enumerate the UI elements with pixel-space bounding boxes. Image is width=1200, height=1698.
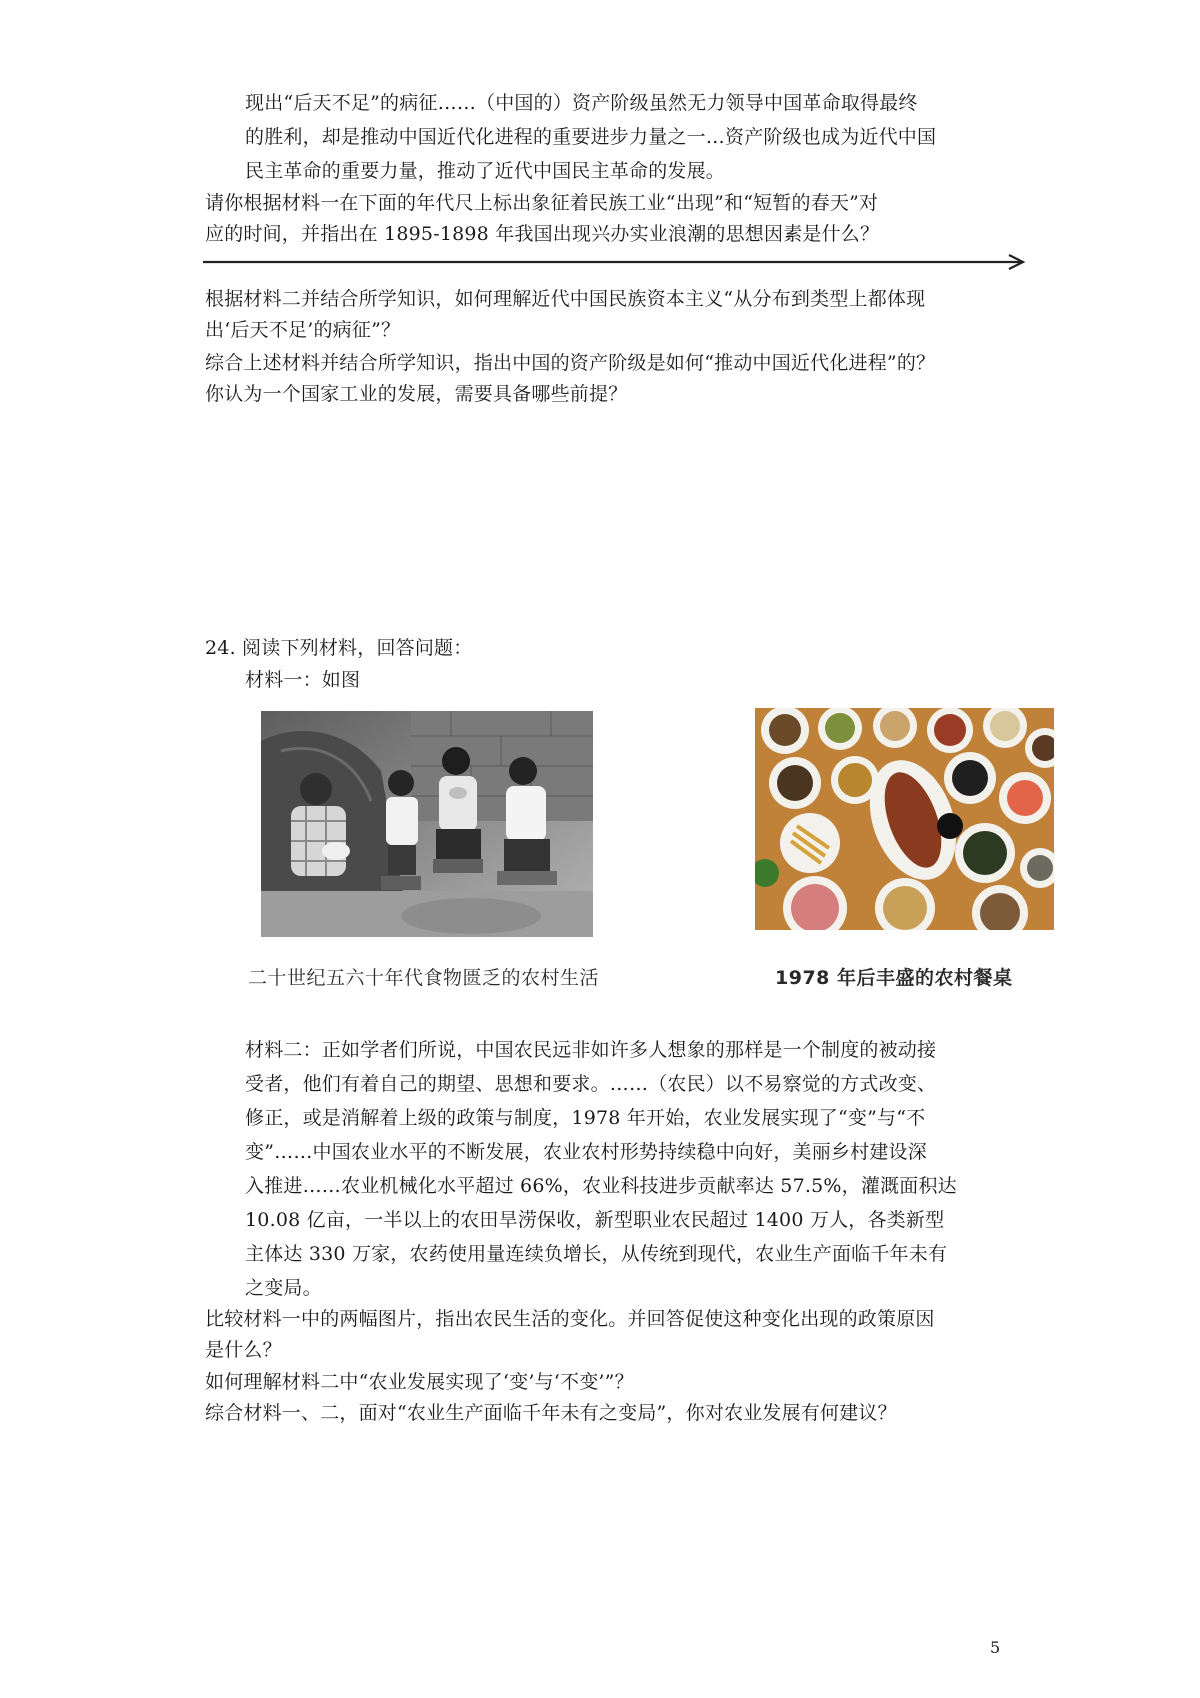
q24-material1-label: 材料一：如图 [245,669,361,691]
q24-heading: 24. 阅读下列材料，回答问题： [205,637,473,659]
q24-material2-line-6: 10.08 亿亩，一半以上的农田旱涝保收，新型职业农民超过 1400 万人，各类新型 [245,1209,945,1231]
q23-part4: 你认为一个国家工业的发展，需要具备哪些前提？ [205,383,628,405]
q23-part2-line-1: 根据材料二并结合所学知识，如何理解近代中国民族资本主义“从分布到类型上都体现 [205,288,926,310]
q23-part1-line-1: 请你根据材料一在下面的年代尺上标出象征着民族工业“出现”和“短暂的春天”对 [205,192,879,214]
photo-right-caption: 1978 年后丰盛的农村餐桌 [775,967,1013,989]
q24-question1-line-1: 比较材料一中的两幅图片，指出农民生活的变化。并回答促使这种变化出现的政策原因 [205,1308,935,1330]
q24-material2-line-3: 修正，或是消解着上级的政策与制度，1978 年开始，农业发展实现了“变”与“不 [245,1107,926,1129]
q24-material2-line-4: 变”……中国农业水平的不断发展，农业农村形势持续稳中向好，美丽乡村建设深 [245,1141,927,1163]
q24-material2-line-8: 之变局。 [245,1277,322,1299]
intro-line-1: 现出“后天不足”的病征……（中国的）资产阶级虽然无力领导中国革命取得最终 [245,92,918,114]
q24-material2-line-1: 材料二：正如学者们所说，中国农民远非如许多人想象的那样是一个制度的被动接 [245,1039,937,1061]
q24-question3: 综合材料一、二，面对“农业生产面临千年未有之变局”，你对农业发展有何建议？ [205,1402,897,1424]
photo-rural-table-1978 [755,708,1054,930]
q23-part1-line-2: 应的时间，并指出在 1895-1898 年我国出现兴办实业浪潮的思想因素是什么？ [205,223,880,245]
page-number: 5 [990,1638,1001,1657]
photo-rural-life-1950s [261,711,593,937]
q24-material2-line-2: 受者，他们有着自己的期望、思想和要求。……（农民）以不易察觉的方式改变、 [245,1073,937,1095]
intro-line-3: 民主革命的重要力量，推动了近代中国民主革命的发展。 [245,160,726,182]
q23-part2-line-2: 出‘后天不足’的病征”？ [205,319,401,341]
q24-question2: 如何理解材料二中“农业发展实现了‘变’与‘不变’”？ [205,1371,634,1393]
photo-left-caption: 二十世纪五六十年代食物匮乏的农村生活 [248,967,600,989]
timeline-arrow [203,252,1026,272]
intro-line-2: 的胜利，却是推动中国近代化进程的重要进步力量之一…资产阶级也成为近代中国 [245,126,937,148]
q24-material2-line-5: 入推进……农业机械化水平超过 66%，农业科技进步贡献率达 57.5%，灌溉面积达 [245,1175,957,1197]
q24-material2-line-7: 主体达 330 万家，农药使用量连续负增长，从传统到现代，农业生产面临千年未有 [245,1243,948,1265]
q23-part3: 综合上述材料并结合所学知识，指出中国的资产阶级是如何“推动中国近代化进程”的？ [205,352,936,374]
q24-question1-line-2: 是什么？ [205,1339,282,1361]
